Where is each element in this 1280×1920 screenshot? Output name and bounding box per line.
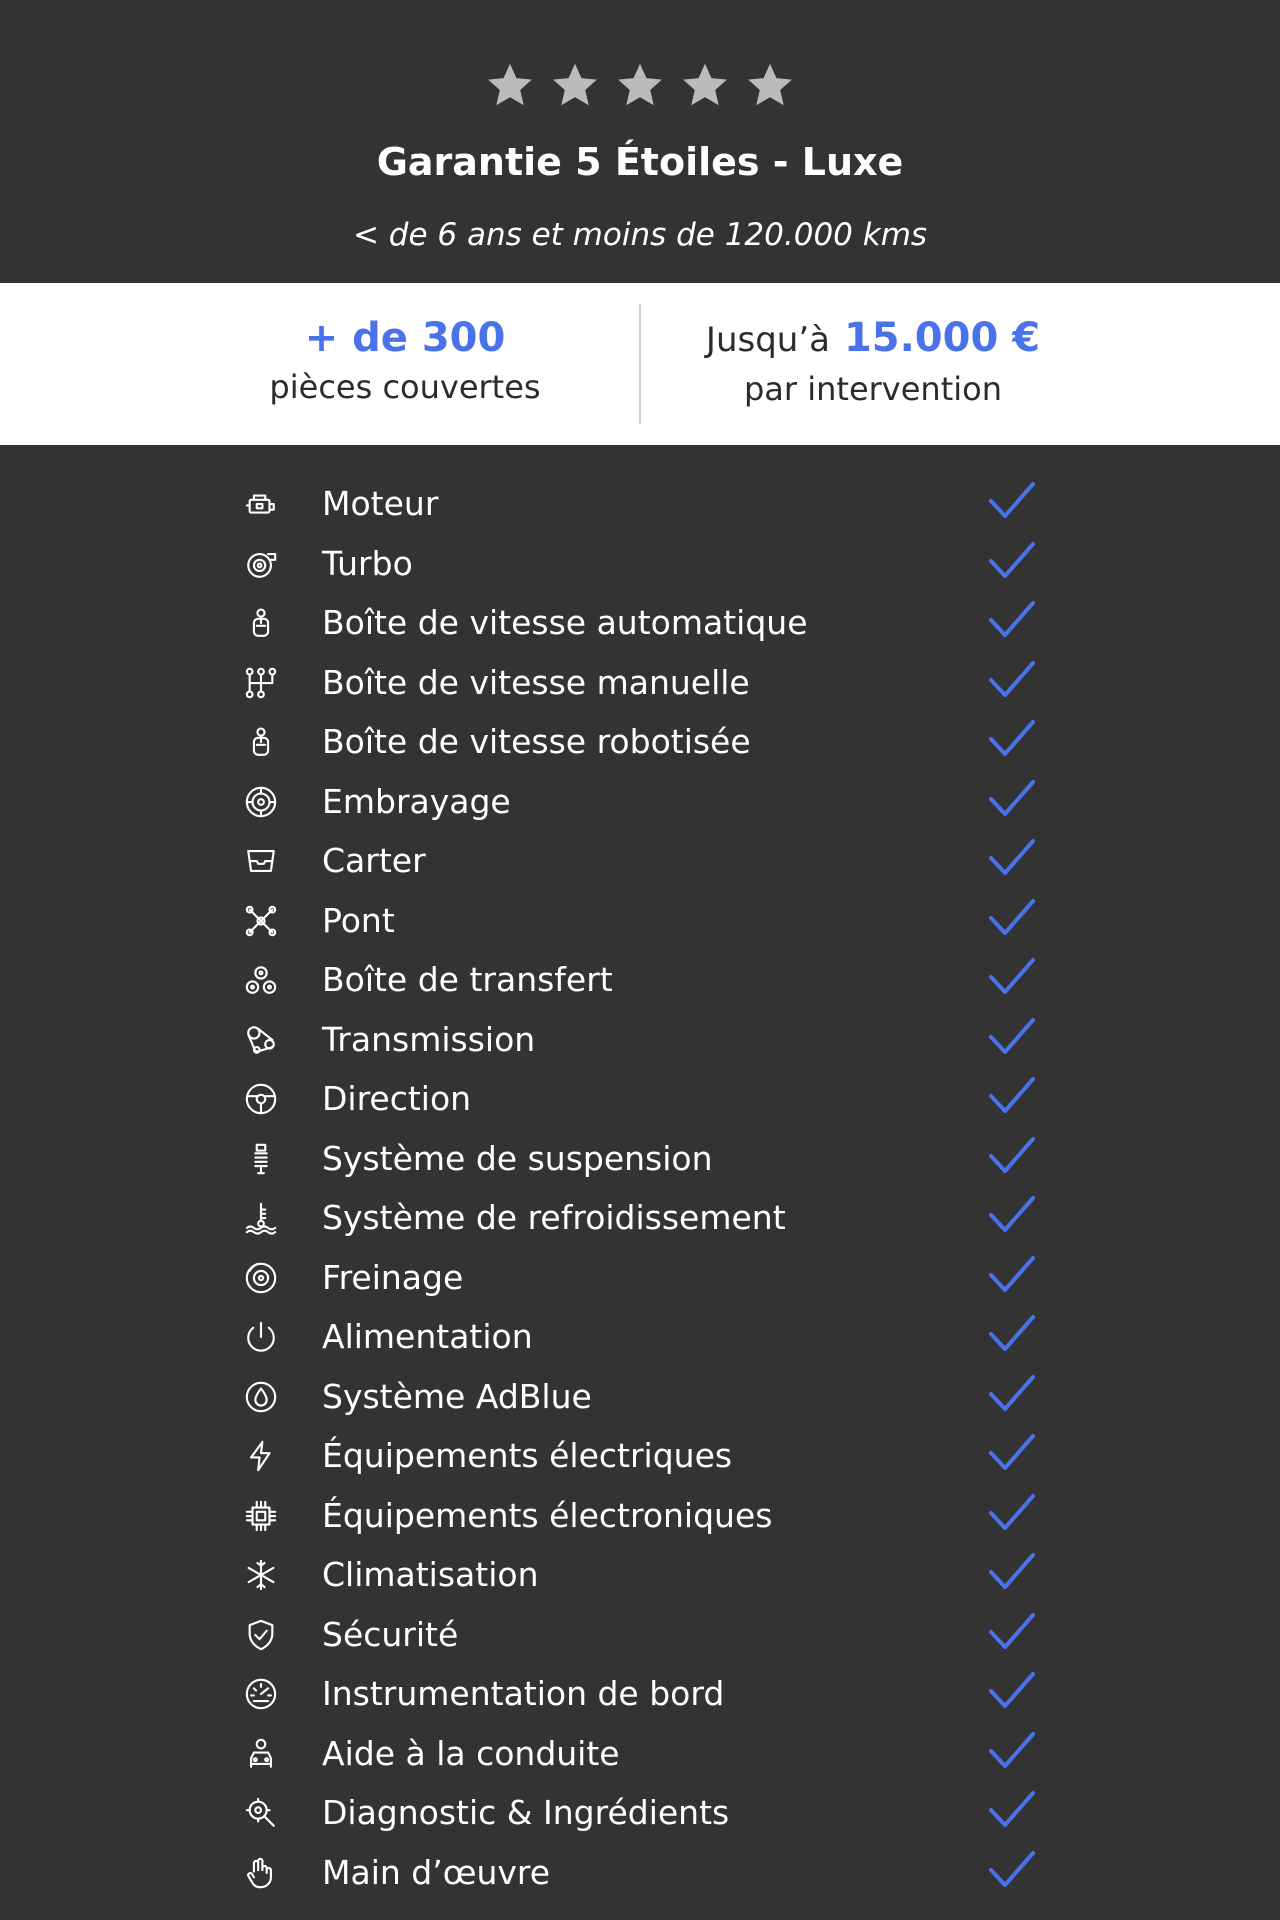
list-item-label: Instrumentation de bord bbox=[322, 1674, 725, 1713]
check-icon bbox=[988, 955, 1036, 997]
check-icon bbox=[988, 1372, 1036, 1414]
suspension-icon bbox=[244, 1142, 278, 1176]
page-subtitle: < de 6 ans et moins de 120.000 kms bbox=[352, 217, 928, 253]
lightning-icon bbox=[244, 1439, 278, 1473]
adblue-icon bbox=[244, 1380, 278, 1414]
check-icon bbox=[988, 1491, 1036, 1533]
list-item-label: Boîte de transfert bbox=[322, 960, 613, 999]
list-item-label: Sécurité bbox=[322, 1614, 459, 1654]
list-item bbox=[0, 892, 1280, 952]
list-item-label: Diagnostic & Ingrédients bbox=[322, 1793, 730, 1832]
list-item-label: Embrayage bbox=[322, 781, 511, 821]
list-item bbox=[0, 773, 1280, 833]
list-item bbox=[0, 1189, 1280, 1249]
list-item-label: Freinage bbox=[322, 1257, 464, 1297]
list-item bbox=[0, 594, 1280, 654]
brake-disc-icon bbox=[244, 1261, 278, 1295]
list-item-label: Transmission bbox=[322, 1019, 536, 1059]
check-icon bbox=[988, 598, 1036, 640]
header bbox=[0, 0, 1280, 283]
transfer-box-icon bbox=[244, 963, 278, 997]
gear-lever-icon bbox=[244, 606, 278, 640]
list-item-label: Système AdBlue bbox=[322, 1376, 592, 1416]
coverage-value: 15.000 € bbox=[843, 315, 1041, 361]
check-icon bbox=[988, 896, 1036, 938]
gear-pattern-icon bbox=[244, 666, 278, 700]
check-icon bbox=[988, 1312, 1036, 1354]
list-item bbox=[0, 1546, 1280, 1606]
star-icon bbox=[745, 60, 795, 110]
chip-icon bbox=[244, 1499, 278, 1533]
list-item bbox=[0, 951, 1280, 1011]
check-icon bbox=[988, 1848, 1036, 1890]
list-item bbox=[0, 1487, 1280, 1547]
page-title: Garantie 5 Étoiles - Luxe bbox=[376, 140, 904, 184]
coolant-icon bbox=[244, 1201, 278, 1235]
hand-icon bbox=[244, 1856, 278, 1890]
check-icon bbox=[988, 1729, 1036, 1771]
snowflake-icon bbox=[244, 1558, 278, 1592]
clutch-icon bbox=[244, 785, 278, 819]
check-icon bbox=[988, 1015, 1036, 1057]
power-icon bbox=[244, 1320, 278, 1354]
check-icon bbox=[988, 1788, 1036, 1830]
list-item-label: Système de refroidissement bbox=[322, 1198, 786, 1237]
list-item bbox=[0, 713, 1280, 773]
check-icon bbox=[988, 1431, 1036, 1473]
list-item-label: Boîte de vitesse robotisée bbox=[322, 722, 751, 761]
list-item-label: Équipements électriques bbox=[322, 1436, 733, 1475]
coverage-label: par intervention bbox=[743, 370, 1002, 408]
gear-lever-icon bbox=[244, 725, 278, 759]
list-item bbox=[0, 1665, 1280, 1725]
list-item-label: Alimentation bbox=[322, 1317, 533, 1356]
list-item bbox=[0, 1606, 1280, 1666]
check-icon bbox=[988, 658, 1036, 700]
list-item bbox=[0, 475, 1280, 535]
list-item-label: Boîte de vitesse automatique bbox=[322, 603, 808, 642]
turbo-icon bbox=[244, 547, 278, 581]
coverage-prefix: Jusqu’à bbox=[705, 320, 830, 360]
parts-label: pièces couvertes bbox=[269, 368, 541, 406]
list-item bbox=[0, 1308, 1280, 1368]
check-icon bbox=[988, 836, 1036, 878]
list-item-label: Pont bbox=[322, 900, 395, 940]
star-icon bbox=[680, 60, 730, 110]
coverage-highlight bbox=[673, 313, 1073, 413]
driver-assist-icon bbox=[244, 1737, 278, 1771]
steering-wheel-icon bbox=[244, 1082, 278, 1116]
check-icon bbox=[988, 777, 1036, 819]
parts-highlight bbox=[205, 313, 605, 411]
rating-stars bbox=[0, 60, 1280, 110]
check-icon bbox=[988, 1550, 1036, 1592]
axle-icon bbox=[244, 904, 278, 938]
list-item-label: Boîte de vitesse manuelle bbox=[322, 662, 750, 702]
check-icon bbox=[988, 1610, 1036, 1652]
list-item bbox=[0, 654, 1280, 714]
list-item-label: Turbo bbox=[322, 543, 413, 583]
check-icon bbox=[988, 1074, 1036, 1116]
check-icon bbox=[988, 479, 1036, 521]
list-item-label: Direction bbox=[322, 1079, 472, 1118]
gauge-icon bbox=[244, 1677, 278, 1711]
list-item bbox=[0, 1011, 1280, 1071]
check-icon bbox=[988, 1193, 1036, 1235]
check-icon bbox=[988, 1669, 1036, 1711]
list-item bbox=[0, 535, 1280, 595]
belt-icon bbox=[244, 1023, 278, 1057]
list-item bbox=[0, 1844, 1280, 1904]
list-item-label: Carter bbox=[322, 841, 426, 880]
star-icon bbox=[550, 60, 600, 110]
list-item-label: Climatisation bbox=[322, 1555, 539, 1594]
list-item-label: Moteur bbox=[322, 484, 439, 523]
list-item bbox=[0, 1368, 1280, 1428]
check-icon bbox=[988, 1134, 1036, 1176]
check-icon bbox=[988, 1253, 1036, 1295]
shield-check-icon bbox=[244, 1618, 278, 1652]
divider bbox=[639, 304, 641, 424]
list-item bbox=[0, 832, 1280, 892]
check-icon bbox=[988, 539, 1036, 581]
list-item bbox=[0, 1427, 1280, 1487]
list-item bbox=[0, 1130, 1280, 1190]
check-icon bbox=[988, 717, 1036, 759]
list-item bbox=[0, 1249, 1280, 1309]
diagnostic-icon bbox=[244, 1796, 278, 1830]
oil-pan-icon bbox=[244, 844, 278, 878]
list-item-label: Système de suspension bbox=[322, 1138, 713, 1178]
engine-icon bbox=[244, 487, 278, 521]
list-item-label: Aide à la conduite bbox=[322, 1733, 620, 1773]
list-item-label: Main d’œuvre bbox=[322, 1852, 551, 1892]
list-item bbox=[0, 1070, 1280, 1130]
highlights-band bbox=[0, 283, 1280, 445]
star-icon bbox=[615, 60, 665, 110]
parts-value: + de 300 bbox=[304, 315, 506, 361]
list-item bbox=[0, 1725, 1280, 1785]
list-item bbox=[0, 1784, 1280, 1844]
star-icon bbox=[485, 60, 535, 110]
list-item-label: Équipements électroniques bbox=[322, 1495, 773, 1535]
